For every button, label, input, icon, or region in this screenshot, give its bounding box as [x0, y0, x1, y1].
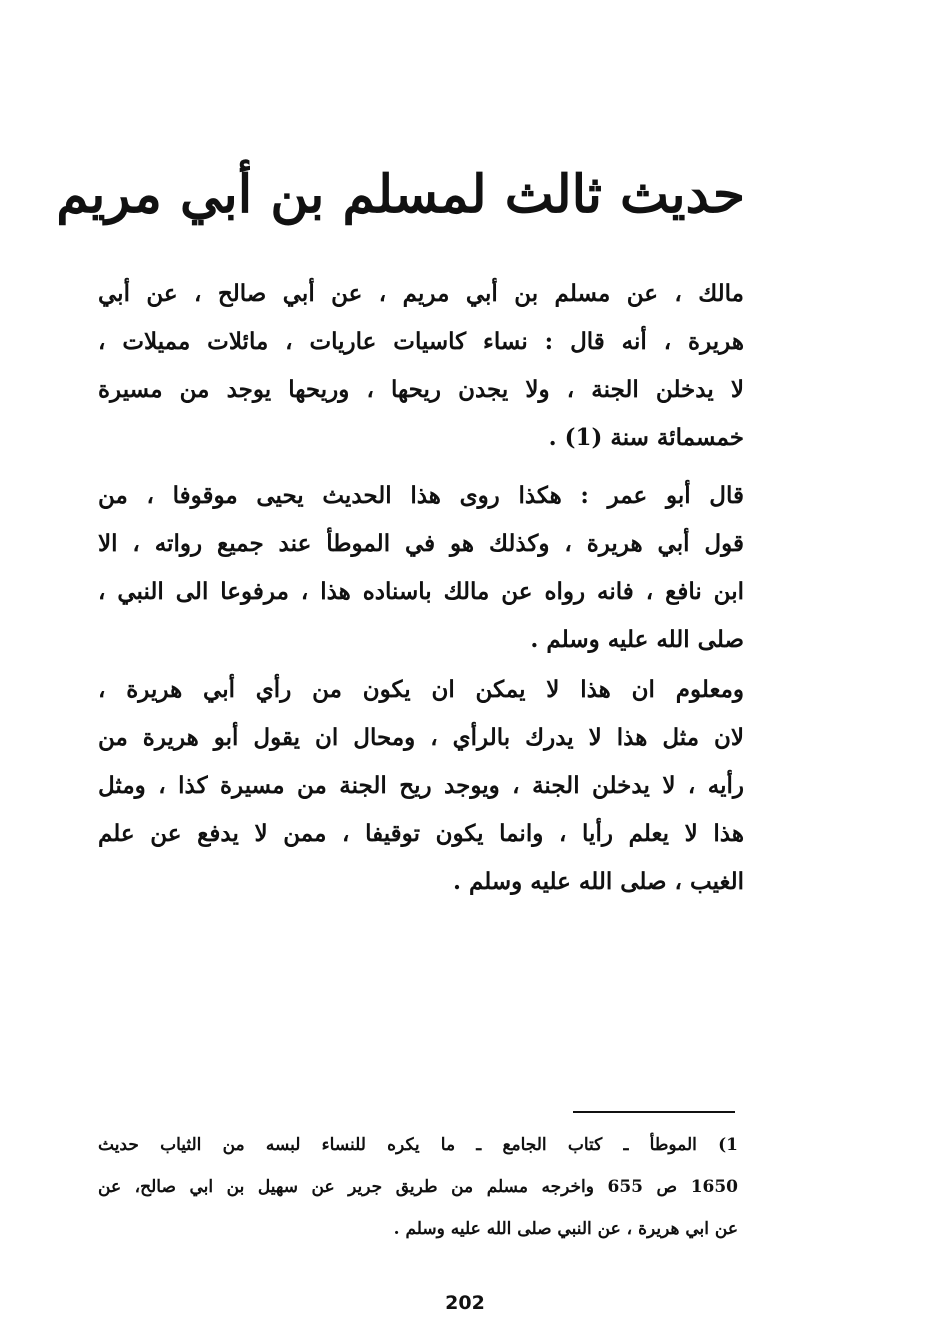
text-line: الغيب ، صلى الله عليه وسلم . [452, 868, 744, 895]
paragraph-3 [98, 666, 744, 906]
text-line: لا يدخلن الجنة ، ولا يجدن ريحها ، وريحها يوجد من مسيرة [98, 376, 744, 403]
footnote [98, 1124, 738, 1250]
text-line: قول أبي هريرة ، وكذلك هو في الموطأ عند جميع رواته ، الا [98, 530, 744, 557]
text-line: ابن نافع ، فانه رواه عن مالك باسناده هذا ، مرفوعا الى النبي ، [98, 578, 744, 605]
page-number: 202 [445, 1292, 485, 1314]
paragraph-1 [98, 270, 744, 462]
chapter-title: حديث ثالث لمسلم بن أبي مريم [56, 164, 745, 225]
text-line: رأيه ، لا يدخلن الجنة ، ويوجد ريح الجنة من مسيرة كذا ، ومثل [98, 772, 744, 799]
text-line: هريرة ، أنه قال : نساء كاسيات عاريات ، مائلات مميلات ، [98, 328, 744, 355]
text-line: صلى الله عليه وسلم . [530, 626, 744, 653]
footnote-line: 1) الموطأ ـ كتاب الجامع ـ ما يكره للنساء لبسه من الثياب حديث [98, 1135, 738, 1155]
paragraph-2 [98, 472, 744, 664]
footnote-line: 1650 ص 655 واخرجه مسلم من طريق جرير عن سهيل بن ابي صالح، عن [98, 1177, 739, 1197]
footnote-divider [573, 1111, 735, 1113]
text-line: لان مثل هذا لا يدرك بالرأي ، ومحال ان يقول أبو هريرة من [98, 724, 744, 751]
footnote-line: عن ابي هريرة ، عن النبي صلى الله عليه وسلم . [393, 1219, 738, 1239]
text-line: خمسمائة سنة (1) . [548, 424, 744, 451]
text-line: ومعلوم ان هذا لا يمكن ان يكون من رأي أبي هريرة ، [98, 676, 744, 703]
text-line: هذا لا يعلم رأيا ، وانما يكون توقيفا ، ممن لا يدفع عن علم [98, 820, 744, 847]
text-line: قال أبو عمر : هكذا روى هذا الحديث يحيى موقوفا ، من [98, 482, 744, 509]
text-line: مالك ، عن مسلم بن أبي مريم ، عن أبي صالح ، عن أبي [98, 280, 744, 307]
